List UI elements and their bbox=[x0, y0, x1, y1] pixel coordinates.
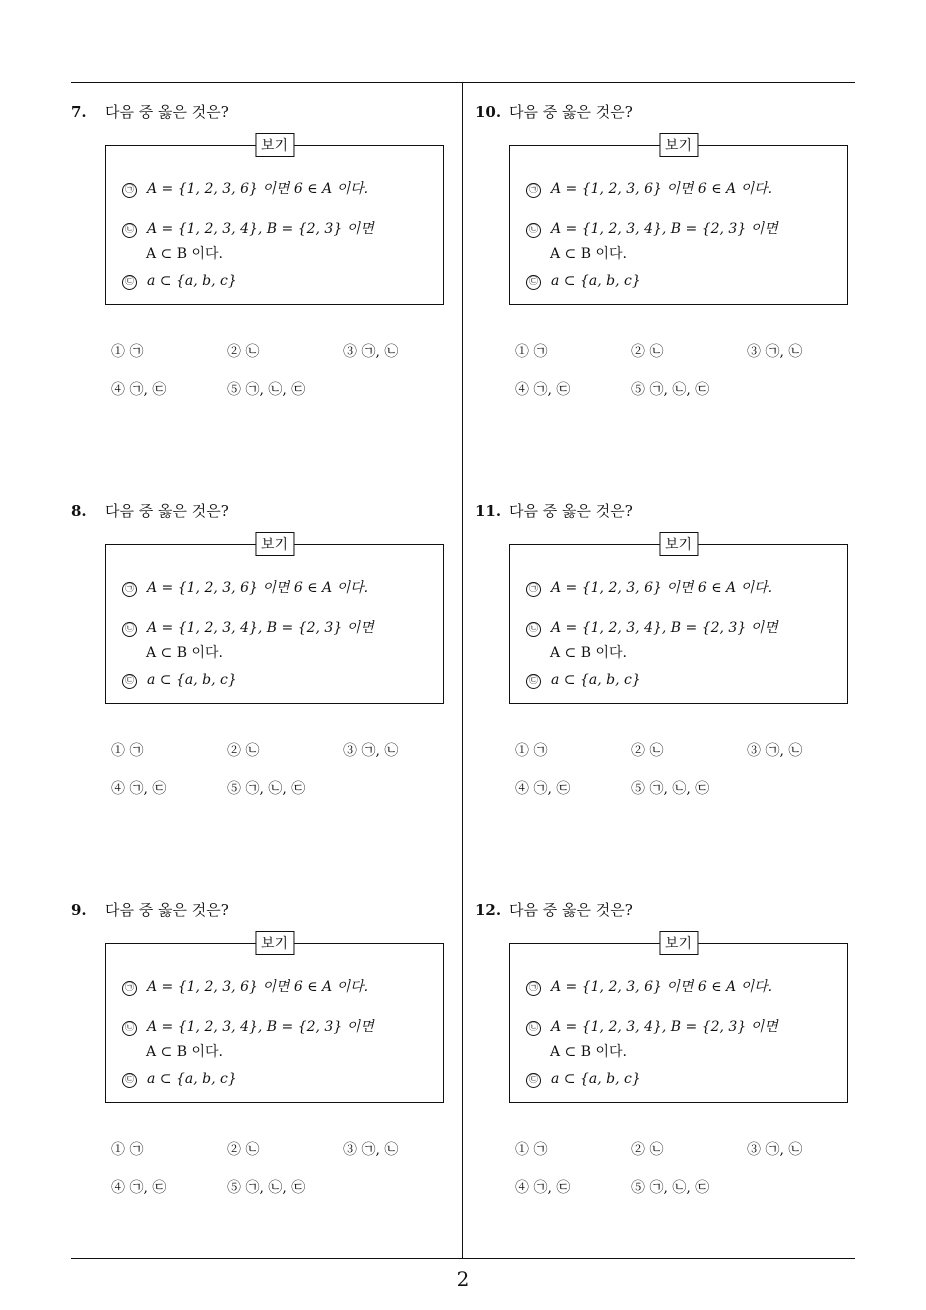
item-text: A = {1, 2, 3, 6} 이면 6 ∈ A 이다. bbox=[147, 580, 369, 596]
question-11 bbox=[475, 500, 855, 830]
mark-nieun: ㉡ bbox=[526, 1021, 541, 1036]
item-text: a ⊂ {a, b, c} bbox=[147, 1071, 237, 1087]
bogi-item-3 bbox=[526, 1071, 641, 1088]
question-9 bbox=[71, 899, 451, 1229]
question-7 bbox=[71, 101, 451, 431]
choice-1[interactable]: ① ㉠ bbox=[515, 743, 548, 759]
item-text: A = {1, 2, 3, 4}, B = {2, 3} 이면 bbox=[147, 1019, 374, 1035]
question-number: 11. bbox=[475, 502, 502, 520]
mark-nieun: ㉡ bbox=[526, 223, 541, 238]
bogi-label: 보기 bbox=[659, 532, 698, 556]
bogi-item-2 bbox=[122, 617, 374, 637]
item-text: A = {1, 2, 3, 6} 이면 6 ∈ A 이다. bbox=[147, 181, 369, 197]
bogi-item-3 bbox=[122, 273, 237, 290]
bogi-label: 보기 bbox=[255, 133, 294, 157]
mark-nieun: ㉡ bbox=[526, 622, 541, 637]
question-prompt: 다음 중 옳은 것은? bbox=[105, 103, 229, 121]
item-text: a ⊂ {a, b, c} bbox=[147, 273, 237, 289]
mark-nieun: ㉡ bbox=[122, 622, 137, 637]
question-number: 7. bbox=[71, 103, 87, 121]
mark-digeut: ㉢ bbox=[526, 674, 541, 689]
question-prompt: 다음 중 옳은 것은? bbox=[509, 103, 633, 121]
choice-1[interactable]: ① ㉠ bbox=[111, 743, 144, 759]
choice-2[interactable]: ② ㉡ bbox=[631, 1142, 664, 1158]
item-text: a ⊂ {a, b, c} bbox=[551, 672, 641, 688]
bogi-item-3 bbox=[122, 672, 237, 689]
question-header bbox=[475, 899, 633, 920]
choice-4[interactable]: ④ ㉠, ㉢ bbox=[515, 382, 571, 398]
bogi-item-1 bbox=[122, 178, 368, 198]
choice-4[interactable]: ④ ㉠, ㉢ bbox=[111, 781, 167, 797]
question-prompt: 다음 중 옳은 것은? bbox=[509, 901, 633, 919]
choice-2[interactable]: ② ㉡ bbox=[227, 344, 260, 360]
question-12 bbox=[475, 899, 855, 1229]
choice-5[interactable]: ⑤ ㉠, ㉡, ㉢ bbox=[227, 1180, 306, 1196]
mark-digeut: ㉢ bbox=[526, 1073, 541, 1088]
bogi-item-2-continued: A ⊂ B 이다. bbox=[146, 1044, 223, 1060]
choice-4[interactable]: ④ ㉠, ㉢ bbox=[111, 1180, 167, 1196]
mark-giyeok: ㉠ bbox=[122, 183, 137, 198]
bogi-item-3 bbox=[526, 273, 641, 290]
choice-4[interactable]: ④ ㉠, ㉢ bbox=[111, 382, 167, 398]
mark-giyeok: ㉠ bbox=[122, 981, 137, 996]
choice-3[interactable]: ③ ㉠, ㉡ bbox=[747, 344, 803, 360]
question-header bbox=[71, 101, 229, 122]
bogi-item-3 bbox=[122, 1071, 237, 1088]
choice-5[interactable]: ⑤ ㉠, ㉡, ㉢ bbox=[631, 781, 710, 797]
item-text: a ⊂ {a, b, c} bbox=[147, 672, 237, 688]
choice-2[interactable]: ② ㉡ bbox=[227, 1142, 260, 1158]
bogi-label: 보기 bbox=[659, 931, 698, 955]
bogi-item-2-continued: A ⊂ B 이다. bbox=[550, 246, 627, 262]
choice-3[interactable]: ③ ㉠, ㉡ bbox=[747, 743, 803, 759]
choice-3[interactable]: ③ ㉠, ㉡ bbox=[343, 1142, 399, 1158]
mark-giyeok: ㉠ bbox=[122, 582, 137, 597]
bogi-item-1 bbox=[526, 577, 772, 597]
choice-2[interactable]: ② ㉡ bbox=[227, 743, 260, 759]
question-prompt: 다음 중 옳은 것은? bbox=[105, 502, 229, 520]
item-text: a ⊂ {a, b, c} bbox=[551, 1071, 641, 1087]
choice-5[interactable]: ⑤ ㉠, ㉡, ㉢ bbox=[631, 1180, 710, 1196]
item-text: A = {1, 2, 3, 6} 이면 6 ∈ A 이다. bbox=[551, 979, 773, 995]
bogi-box bbox=[105, 138, 444, 305]
item-text: A = {1, 2, 3, 6} 이면 6 ∈ A 이다. bbox=[551, 580, 773, 596]
column-divider bbox=[462, 82, 463, 1258]
bogi-item-2 bbox=[122, 218, 374, 238]
bottom-rule bbox=[71, 1258, 855, 1259]
bogi-box bbox=[509, 936, 848, 1103]
bogi-item-2-continued: A ⊂ B 이다. bbox=[550, 645, 627, 661]
top-rule bbox=[71, 82, 855, 83]
bogi-label: 보기 bbox=[255, 931, 294, 955]
bogi-item-1 bbox=[526, 976, 772, 996]
question-number: 9. bbox=[71, 901, 87, 919]
choice-3[interactable]: ③ ㉠, ㉡ bbox=[343, 743, 399, 759]
choice-4[interactable]: ④ ㉠, ㉢ bbox=[515, 1180, 571, 1196]
choice-1[interactable]: ① ㉠ bbox=[515, 1142, 548, 1158]
mark-digeut: ㉢ bbox=[122, 1073, 137, 1088]
choice-2[interactable]: ② ㉡ bbox=[631, 344, 664, 360]
choice-5[interactable]: ⑤ ㉠, ㉡, ㉢ bbox=[631, 382, 710, 398]
mark-giyeok: ㉠ bbox=[526, 582, 541, 597]
item-text: A = {1, 2, 3, 6} 이면 6 ∈ A 이다. bbox=[551, 181, 773, 197]
choice-2[interactable]: ② ㉡ bbox=[631, 743, 664, 759]
page-number: 2 bbox=[456, 1267, 470, 1291]
bogi-item-3 bbox=[526, 672, 641, 689]
choice-1[interactable]: ① ㉠ bbox=[111, 344, 144, 360]
mark-giyeok: ㉠ bbox=[526, 183, 541, 198]
choice-3[interactable]: ③ ㉠, ㉡ bbox=[747, 1142, 803, 1158]
question-header bbox=[71, 899, 229, 920]
item-text: A = {1, 2, 3, 4}, B = {2, 3} 이면 bbox=[551, 221, 778, 237]
bogi-label: 보기 bbox=[255, 532, 294, 556]
choice-1[interactable]: ① ㉠ bbox=[111, 1142, 144, 1158]
mark-digeut: ㉢ bbox=[122, 674, 137, 689]
mark-giyeok: ㉠ bbox=[526, 981, 541, 996]
mark-nieun: ㉡ bbox=[122, 1021, 137, 1036]
item-text: A = {1, 2, 3, 4}, B = {2, 3} 이면 bbox=[551, 620, 778, 636]
bogi-item-2-continued: A ⊂ B 이다. bbox=[550, 1044, 627, 1060]
bogi-box bbox=[105, 936, 444, 1103]
bogi-item-2-continued: A ⊂ B 이다. bbox=[146, 246, 223, 262]
question-number: 8. bbox=[71, 502, 87, 520]
bogi-box bbox=[509, 138, 848, 305]
bogi-item-2 bbox=[122, 1016, 374, 1036]
item-text: A = {1, 2, 3, 6} 이면 6 ∈ A 이다. bbox=[147, 979, 369, 995]
question-prompt: 다음 중 옳은 것은? bbox=[509, 502, 633, 520]
question-header bbox=[475, 101, 633, 122]
choice-5[interactable]: ⑤ ㉠, ㉡, ㉢ bbox=[227, 781, 306, 797]
bogi-item-1 bbox=[122, 577, 368, 597]
mark-digeut: ㉢ bbox=[526, 275, 541, 290]
question-number: 10. bbox=[475, 103, 502, 121]
mark-nieun: ㉡ bbox=[122, 223, 137, 238]
bogi-item-1 bbox=[526, 178, 772, 198]
question-8 bbox=[71, 500, 451, 830]
bogi-box bbox=[105, 537, 444, 704]
bogi-item-2-continued: A ⊂ B 이다. bbox=[146, 645, 223, 661]
choice-1[interactable]: ① ㉠ bbox=[515, 344, 548, 360]
mark-digeut: ㉢ bbox=[122, 275, 137, 290]
item-text: A = {1, 2, 3, 4}, B = {2, 3} 이면 bbox=[147, 221, 374, 237]
item-text: A = {1, 2, 3, 4}, B = {2, 3} 이면 bbox=[147, 620, 374, 636]
choice-4[interactable]: ④ ㉠, ㉢ bbox=[515, 781, 571, 797]
item-text: a ⊂ {a, b, c} bbox=[551, 273, 641, 289]
question-number: 12. bbox=[475, 901, 502, 919]
question-header bbox=[71, 500, 229, 521]
question-prompt: 다음 중 옳은 것은? bbox=[105, 901, 229, 919]
bogi-item-2 bbox=[526, 1016, 778, 1036]
bogi-label: 보기 bbox=[659, 133, 698, 157]
question-10 bbox=[475, 101, 855, 431]
bogi-item-2 bbox=[526, 617, 778, 637]
bogi-item-1 bbox=[122, 976, 368, 996]
choice-3[interactable]: ③ ㉠, ㉡ bbox=[343, 344, 399, 360]
bogi-box bbox=[509, 537, 848, 704]
bogi-item-2 bbox=[526, 218, 778, 238]
question-header bbox=[475, 500, 633, 521]
choice-5[interactable]: ⑤ ㉠, ㉡, ㉢ bbox=[227, 382, 306, 398]
item-text: A = {1, 2, 3, 4}, B = {2, 3} 이면 bbox=[551, 1019, 778, 1035]
